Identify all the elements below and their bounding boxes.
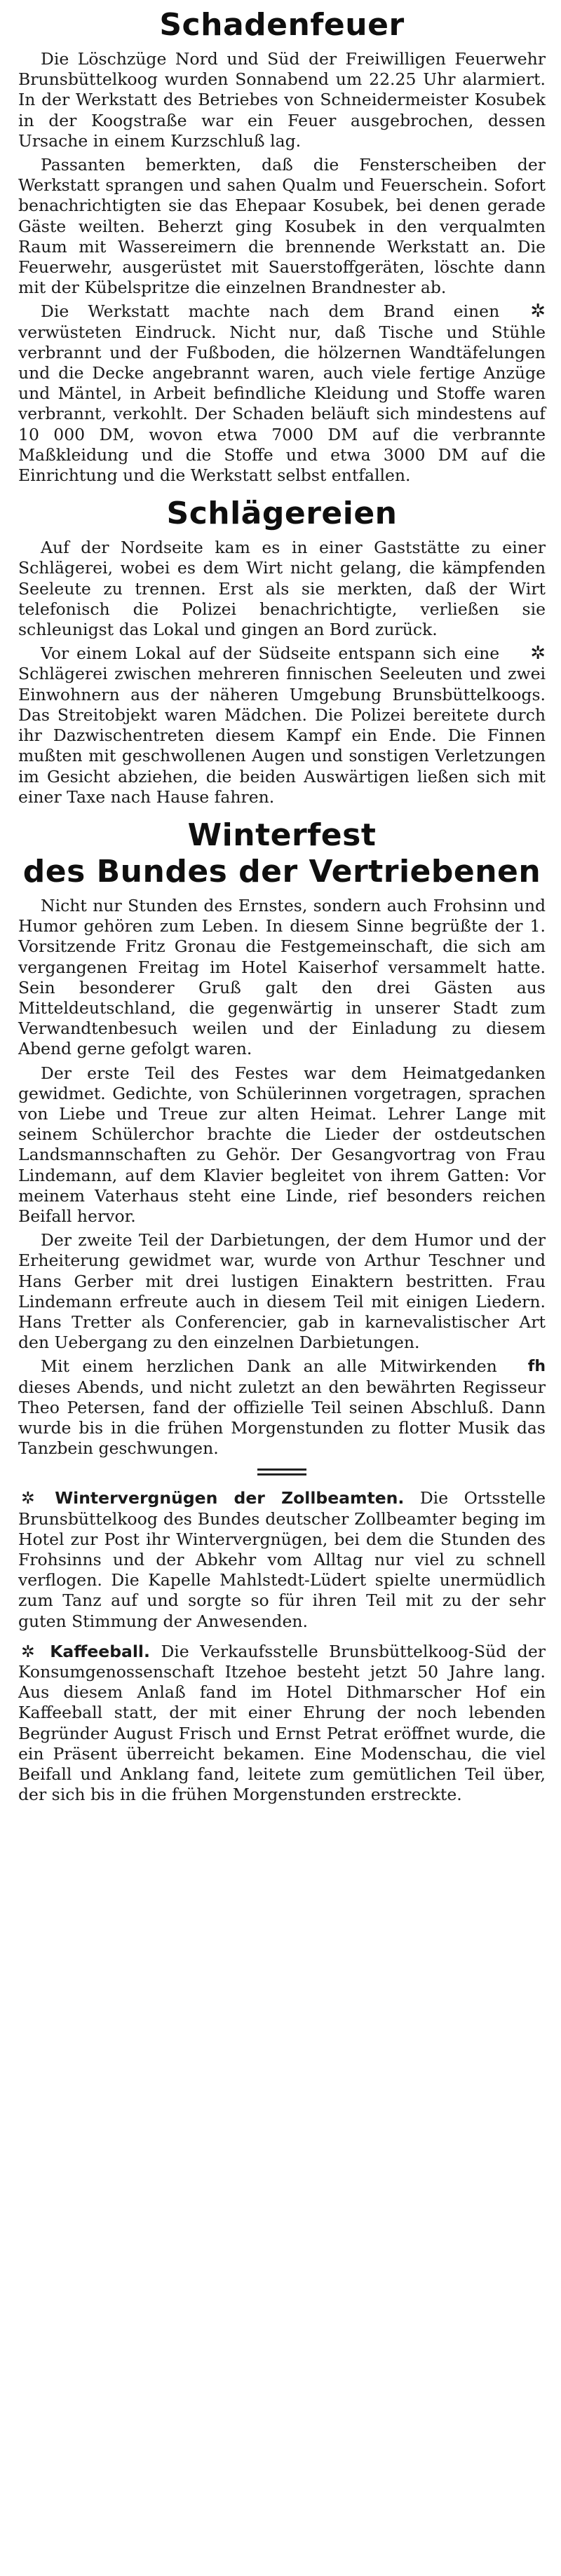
separator-rule xyxy=(257,1468,306,1471)
paragraph-text: Nicht nur Stunden des Ernstes, sondern auch Frohsinn und Humor gehören zum Leben. In diesem Sinne begrüßte der 1. Vorsitzende Fritz Gronau die Festgemeinschaft, die sich am vergangenen Freitag im Hotel Kaiserhof versammelt hatte. Sein besonderer Gruß galt den drei Gästen aus Mitteldeutschland, die gegenwärtig in unserer Stadt zum Verwandtenbesuch weilen und der Einladung zu diesem Abend gerne gefolgt waren. xyxy=(18,895,546,1059)
headline-line: Schlägereien xyxy=(166,496,398,532)
paragraph-text: Der zweite Teil der Darbietungen, der dem Humor und der Erheiterung gewidmet war, wurde von Arthur Teschner und Hans Gerber mit drei lustigen Einaktern bestritten. Frau Lindemann erfreute auch in diesem Teil mit einigen Liedern. Hans Tretter als Conferencier, gab in karnevalistischer Art den Uebergang zu den einzelnen Darbietungen. xyxy=(18,1230,546,1353)
article-paragraph xyxy=(18,49,546,151)
article-paragraph xyxy=(18,155,546,298)
brief-paragraph xyxy=(18,1488,546,1631)
article-schadenfeuer xyxy=(18,7,546,486)
article-paragraph xyxy=(18,1356,546,1459)
paragraph-text: Auf der Nordseite kam es in einer Gaststätte zu einer Schlägerei, wobei es dem Wirt nicht gelang, die kämpfenden Seeleute zu trennen. Erst als sie merkten, daß der Wirt telefonisch die Polizei benachrichtigte, verließen sie schleunigst das Lokal und gingen an Bord zurück. xyxy=(18,538,546,640)
article-paragraph xyxy=(18,538,546,640)
end-star-icon: ✲ xyxy=(530,643,546,665)
article-schlaegereien xyxy=(18,496,546,807)
brief-lead: Kaffeeball. xyxy=(50,1641,150,1661)
end-star-icon: ✲ xyxy=(530,301,546,322)
brief-text: Die Ortsstelle Brunsbüttelkoog des Bundes deutscher Zollbeamter beging im Hotel zur Post ihr Wintervergnügen, bei dem die Stunden des Frohsinns und der Abkehr vom Alltag nur viel zu schnell verflogen. Die Kapelle Mahlstedt-Lüdert spielte unermüdlich zum Tanz auf und sorgte so für ihren Teil mit zu der sehr guten Stimmung der Anwesenden. xyxy=(18,1488,546,1631)
section-separator xyxy=(257,1468,306,1476)
article-paragraph xyxy=(18,643,546,807)
paragraph-text: Passanten bemerkten, daß die Fensterscheiben der Werkstatt sprangen und sahen Qualm und Feuerschein. Sofort benachrichtigten sie das Ehepaar Kosubek, bei denen gerade Gäste weilten. Beherzt ging Kosubek in den verqualmten Raum mit Wassereimern die brennende Werkstatt an. Die Feuerwehr, ausgerüstet mit Sauerstoffgeräten, löschte dann mit der Kübelspritze die einzelnen Brandnester ab. xyxy=(18,155,546,298)
article-winterfest xyxy=(18,817,546,1459)
paragraph-text: Mit einem herzlichen Dank an alle Mitwirkenden dieses Abends, und nicht zuletzt an den bewährten Regisseur Theo Petersen, fand der offizielle Teil seinen Abschluß. Dann wurde bis in die frühen Morgenstunden zu flotter Musik das Tanzbein geschwungen. xyxy=(18,1356,546,1459)
brief-lead: Wintervergnügen der Zollbeamten. xyxy=(55,1488,405,1508)
brief-text: Die Verkaufsstelle Brunsbüttelkoog-Süd der Konsumgenossenschaft Itzehoe besteht jetzt 50 Jahre lang. Aus diesem Anlaß fand im Hotel Dithmarscher Hof ein Kaffeeball statt, der mit einer Ehrung der noch lebenden Begründer August Frisch und Ernst Petrat eröffnet wurde, die ein Präsent überreicht bekamen. Eine Modenschau, die viel Beifall und Anklang fand, leitete zum gemütlichen Teil über, der sich bis in die frühen Morgenstunden erstreckte. xyxy=(18,1641,546,1805)
brief-zollbeamten xyxy=(18,1488,546,1631)
article-paragraph xyxy=(18,1230,546,1353)
article-paragraph xyxy=(18,301,546,486)
paragraph-text: Die Löschzüge Nord und Süd der Freiwilligen Feuerwehr Brunsbüttelkoog wurden Sonnabend um 22.25 Uhr alarmiert. In der Werkstatt des Betriebes von Schneidermeister Kosubek in der Koogstraße war ein Feuer ausgebrochen, dessen Ursache in einem Kurzschluß lag. xyxy=(18,49,546,151)
brief-paragraph xyxy=(18,1642,546,1806)
star-icon: ✲ xyxy=(21,1488,35,1508)
article-paragraph xyxy=(18,896,546,1060)
headline-line: Schadenfeuer xyxy=(159,7,405,43)
star-icon: ✲ xyxy=(21,1641,35,1661)
article-paragraph xyxy=(18,1063,546,1227)
headline-schadenfeuer xyxy=(18,7,546,43)
headline-line: des Bundes der Vertriebenen xyxy=(22,853,541,890)
brief-kaffeeball xyxy=(18,1642,546,1806)
headline-schlaegereien xyxy=(18,496,546,532)
paragraph-text: Die Werkstatt machte nach dem Brand einen verwüsteten Eindruck. Nicht nur, daß Tische und Stühle verbrannt und der Fußboden, die hölzernen Wandtäfelungen und die Decke angebrannt waren, auch viele fertige Anzüge und Mäntel, in Arbeit befindliche Kleidung und Stoffe waren verbrannt, verkohlt. Der Schaden beläuft sich mindestens auf 10 000 DM, wovon etwa 7000 DM auf die verbrannte Maßkleidung und die Stoffe und etwa 3000 DM auf die Einrichtung und die Werkstatt selbst entfallen. xyxy=(18,301,546,486)
paragraph-text: Der erste Teil des Festes war dem Heimatgedanken gewidmet. Gedichte, von Schülerinnen vorgetragen, sprachen von Liebe und Treue zur alten Heimat. Lehrer Lange mit seinem Schülerchor brachte die Lieder der ostdeutschen Landsmannschaften zu Gehör. Der Gesangvortrag von Frau Lindemann, auf dem Klavier begleitet von ihrem Gatten: Vor meinem Vaterhaus steht eine Linde, rief besonders reichen Beifall hervor. xyxy=(18,1063,546,1226)
separator-rule xyxy=(257,1473,306,1476)
paragraph-text: Vor einem Lokal auf der Südseite entspann sich eine Schlägerei zwischen mehreren finnischen Seeleuten und zwei Einwohnern aus der näheren Umgebung Brunsbüttelkoogs. Das Streitobjekt waren Mädchen. Die Polizei bereitete durch ihr Dazwischentreten diesem Kampf ein Ende. Die Finnen mußten mit geschwollenen Augen und sonstigen Verletzungen im Gesicht abziehen, die beiden Auswärtigen ließen sich mit einer Taxe nach Hause fahren. xyxy=(18,643,546,807)
author-signature: fh xyxy=(527,1358,546,1376)
headline-winterfest xyxy=(18,817,546,890)
headline-line: Winterfest xyxy=(187,817,377,853)
